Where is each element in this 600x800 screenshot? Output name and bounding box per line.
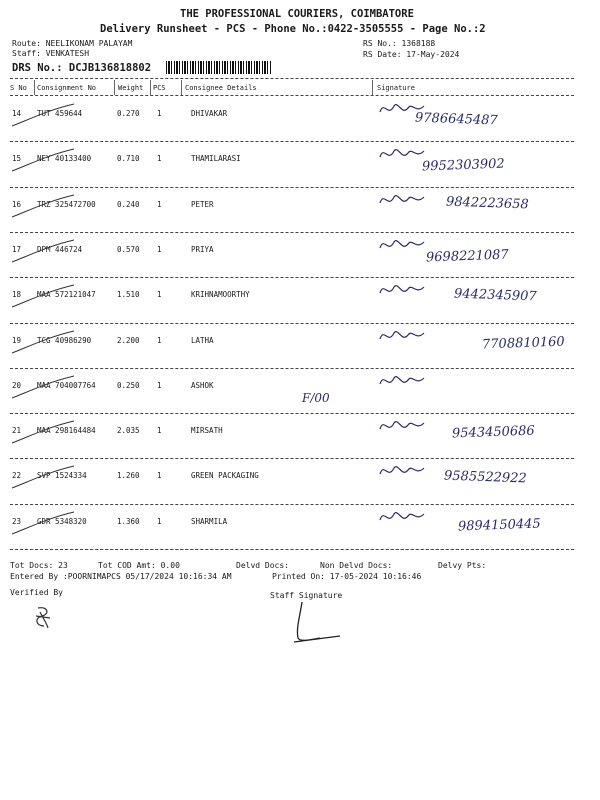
delivery-tick-mark xyxy=(8,462,78,492)
row-weight: 1.360 xyxy=(117,516,140,526)
row-signature-phone: 9786645487 xyxy=(414,110,498,129)
header-divider-bottom xyxy=(10,95,574,96)
delivery-tick-mark xyxy=(8,508,78,538)
row-divider xyxy=(10,368,574,369)
row-consignee: THAMILARASI xyxy=(191,154,241,164)
row-pcs: 1 xyxy=(157,426,162,436)
row-consignee: LATHA xyxy=(191,335,214,345)
row-signature-phone: 9952303902 xyxy=(421,156,505,175)
row-consignment-no: MAA 298164484 xyxy=(37,426,96,436)
row-consignment-no: TUT 459644 xyxy=(37,109,83,118)
row-signature-phone: 9585522922 xyxy=(443,468,527,487)
col-divider xyxy=(150,80,151,95)
row-consignment-no: GDR 5348320 xyxy=(37,516,87,526)
drs-number: DRS No.: DCJB136818802 xyxy=(12,62,152,74)
row-consignee: MIRSATH xyxy=(191,426,223,436)
delivery-tick-mark xyxy=(8,372,78,402)
row-divider xyxy=(10,187,574,188)
handwritten-signature xyxy=(376,143,428,165)
footer-divider xyxy=(10,549,574,550)
non-delivered-docs: Non Delvd Docs: xyxy=(320,561,393,570)
row-sno: 22 xyxy=(12,471,22,481)
barcode xyxy=(166,61,272,74)
row-pcs: 1 xyxy=(157,154,162,164)
delivery-tick-mark xyxy=(8,191,78,221)
row-signature-phone: 9698221087 xyxy=(425,247,509,266)
col-divider xyxy=(34,80,35,95)
row-consignee: GREEN PACKAGING xyxy=(191,471,259,481)
row-pcs: 1 xyxy=(157,109,162,118)
printed-on: Printed On: 17-05-2024 10:16:46 xyxy=(272,572,422,581)
col-consignment: Consignment No xyxy=(37,84,97,92)
row-sno: 18 xyxy=(12,290,22,300)
row-weight: 0.270 xyxy=(117,109,140,118)
row-sno: 14 xyxy=(12,109,22,118)
row-divider xyxy=(10,141,574,142)
row-signature-phone: 9894150445 xyxy=(457,516,541,535)
row-weight: 0.250 xyxy=(117,380,140,390)
row-consignment-no: MAA 572121047 xyxy=(37,290,96,300)
row-sno: 16 xyxy=(12,199,22,209)
company-title: THE PROFESSIONAL COURIERS, COIMBATORE xyxy=(180,8,414,20)
row-weight: 1.260 xyxy=(117,471,140,481)
verified-by-label: Verified By xyxy=(10,588,63,597)
entered-by: Entered By :POORNIMAPCS 05/17/2024 10:16:34 AM xyxy=(10,572,232,581)
row-sno: 21 xyxy=(12,426,22,436)
row-pcs: 1 xyxy=(157,471,162,481)
row-annotation: F/00 xyxy=(302,391,330,405)
delivery-tick-mark xyxy=(8,281,78,311)
col-divider xyxy=(372,80,373,95)
col-consignee: Consignee Details xyxy=(185,84,257,92)
handwritten-signature xyxy=(376,370,428,392)
row-weight: 2.200 xyxy=(117,335,140,345)
row-consignee: KRIHNAMOORTHY xyxy=(191,290,250,300)
col-sno: S No xyxy=(10,84,27,92)
row-sno: 20 xyxy=(12,380,22,390)
row-consignment-no: DPM 446724 xyxy=(37,244,83,254)
row-pcs: 1 xyxy=(157,335,162,345)
delivery-tick-mark xyxy=(8,327,78,357)
rs-date: RS Date: 17-May-2024 xyxy=(363,50,460,59)
total-cod: Tot COD Amt: 0.00 xyxy=(98,561,180,570)
row-divider xyxy=(10,277,574,278)
row-weight: 0.240 xyxy=(117,199,140,209)
row-pcs: 1 xyxy=(157,199,162,209)
staff-signature-label: Staff Signature xyxy=(270,591,343,600)
handwritten-signature xyxy=(376,325,428,347)
col-pcs: PCS xyxy=(153,84,166,92)
row-consignee: DHIVAKAR xyxy=(191,109,228,118)
row-consignment-no: NEY 40133400 xyxy=(37,154,92,164)
route-label: Route: NEELIKONAM PALAYAM xyxy=(12,39,133,48)
row-weight: 0.710 xyxy=(117,154,140,164)
handwritten-signature xyxy=(376,460,428,482)
runsheet-title: Delivery Runsheet - PCS - Phone No.:0422-3505555 - Page No.:2 xyxy=(100,23,486,35)
row-signature-phone: 9842223658 xyxy=(445,194,529,213)
col-divider xyxy=(181,80,182,95)
handwritten-signature xyxy=(376,189,428,211)
row-divider xyxy=(10,413,574,414)
handwritten-signature xyxy=(376,98,428,120)
row-signature-phone: 9543450686 xyxy=(451,423,535,442)
delivered-docs: Delvd Docs: xyxy=(236,561,289,570)
col-divider xyxy=(114,80,115,95)
row-sno: 15 xyxy=(12,154,22,164)
row-pcs: 1 xyxy=(157,290,162,300)
row-signature-phone: 7708810160 xyxy=(481,334,565,353)
total-docs: Tot Docs: 23 xyxy=(10,561,68,570)
handwritten-signature xyxy=(376,279,428,301)
row-divider xyxy=(10,323,574,324)
delivery-points: Delvy Pts: xyxy=(438,561,487,570)
row-sno: 23 xyxy=(12,516,22,526)
row-weight: 2.035 xyxy=(117,426,140,436)
row-divider xyxy=(10,232,574,233)
verifier-signature xyxy=(30,604,60,630)
row-pcs: 1 xyxy=(157,516,162,526)
row-consignment-no: TRZ 325472700 xyxy=(37,199,96,209)
row-weight: 1.510 xyxy=(117,290,140,300)
col-signature: Signature xyxy=(377,84,415,92)
row-divider xyxy=(10,504,574,505)
row-consignee: PRIYA xyxy=(191,244,214,254)
delivery-tick-mark xyxy=(8,236,78,266)
handwritten-signature xyxy=(376,506,428,528)
delivery-tick-mark xyxy=(8,417,78,447)
delivery-tick-mark xyxy=(8,145,78,175)
row-sno: 17 xyxy=(12,244,22,254)
col-weight: Weight xyxy=(118,84,144,92)
staff-label: Staff: VENKATESH xyxy=(12,49,90,58)
row-weight: 0.570 xyxy=(117,244,140,254)
handwritten-signature xyxy=(376,415,428,437)
row-pcs: 1 xyxy=(157,380,162,390)
row-consignment-no: TCG 40986290 xyxy=(37,335,92,345)
row-divider xyxy=(10,458,574,459)
row-pcs: 1 xyxy=(157,244,162,254)
rs-number: RS No.: 1368188 xyxy=(363,39,436,48)
handwritten-signature xyxy=(376,234,428,256)
row-consignment-no: MAA 704007764 xyxy=(37,380,96,390)
row-signature-phone: 9442345907 xyxy=(453,286,537,305)
row-consignment-no: SVP 1524334 xyxy=(37,471,87,481)
row-consignee: ASHOK xyxy=(191,380,214,390)
staff-signature xyxy=(280,598,360,648)
row-consignee: PETER xyxy=(191,199,214,209)
delivery-tick-mark xyxy=(8,100,78,130)
row-sno: 19 xyxy=(12,335,22,345)
row-consignee: SHARMILA xyxy=(191,516,228,526)
header-divider xyxy=(10,78,574,79)
